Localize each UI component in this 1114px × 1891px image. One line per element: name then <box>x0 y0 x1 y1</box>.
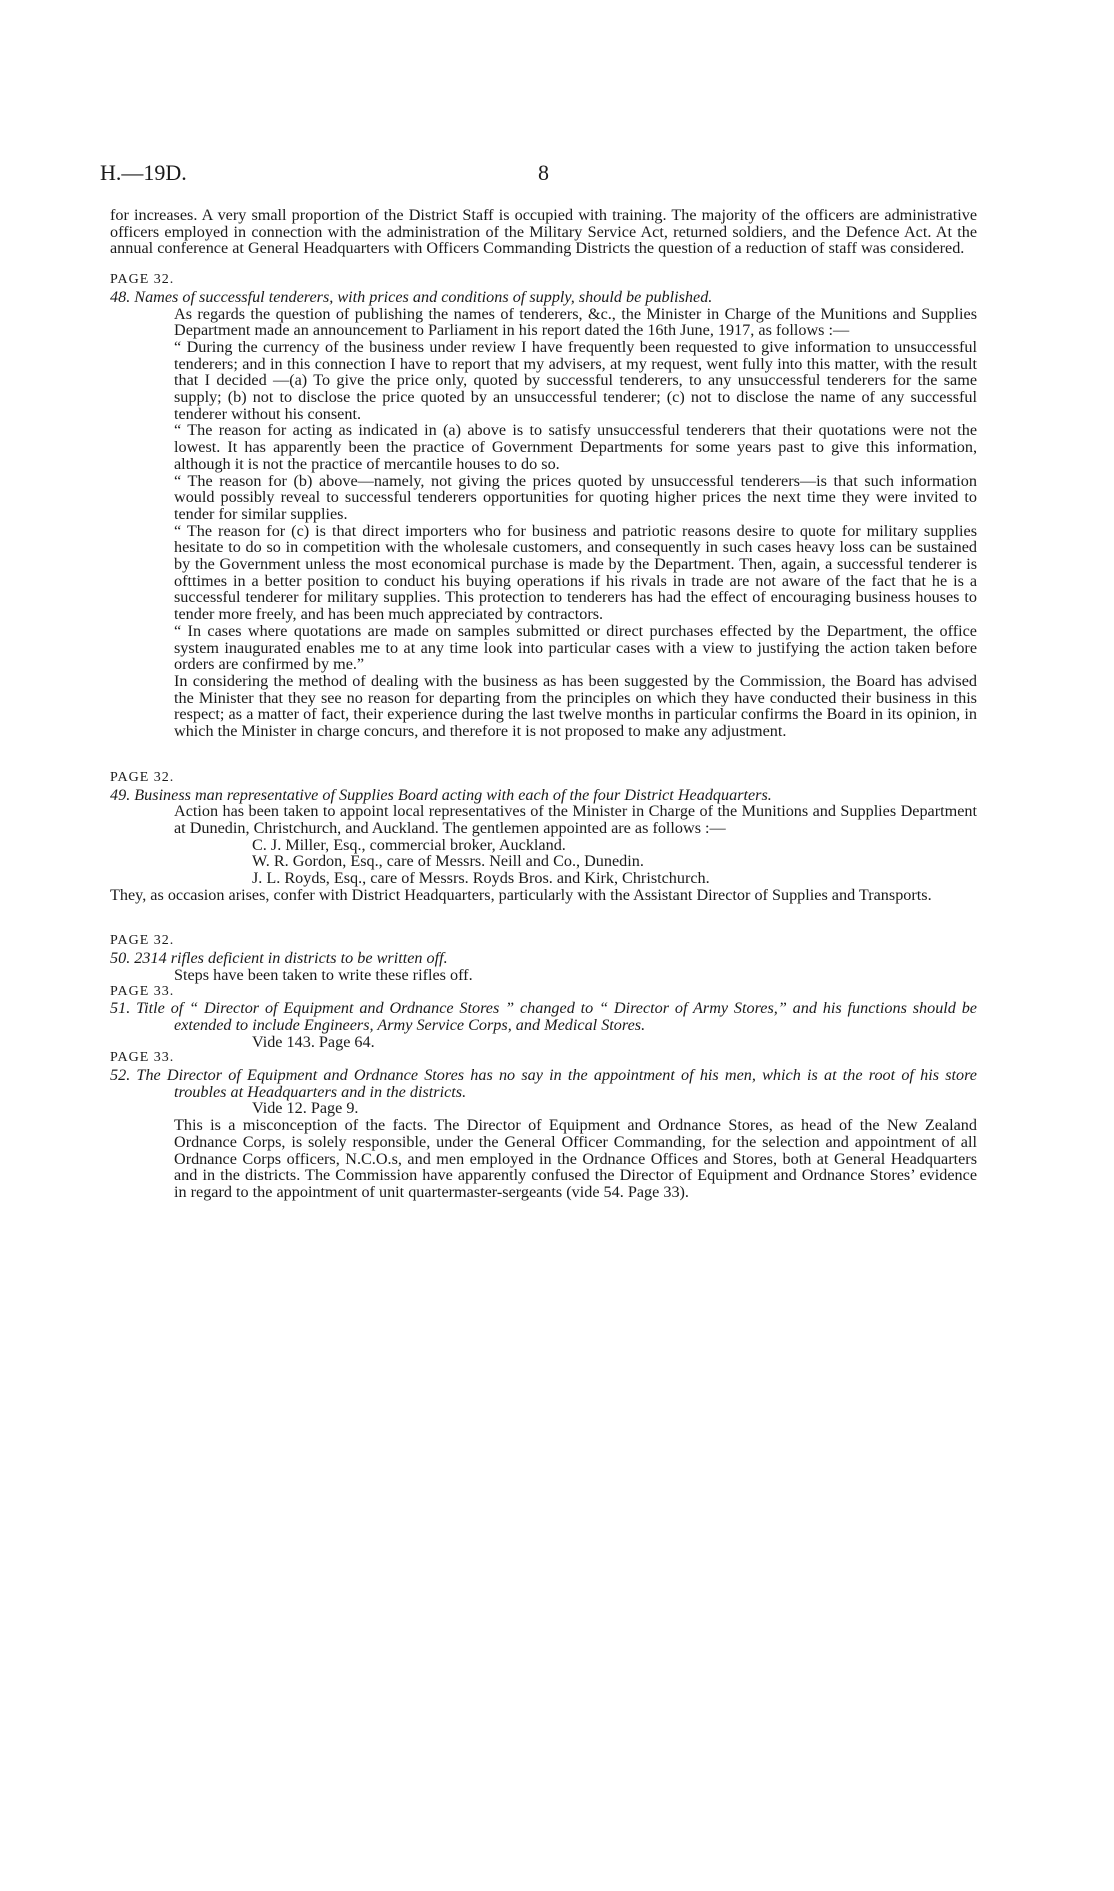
item-heading-48 <box>110 289 977 306</box>
paragraph: This is a misconception of the facts. The Director of Equipment and Ordnance Stores, as head of the New Zealand Ordnance Corps, is solely responsible, under the General Officer Commanding, for the selection and appointment of all Ordnance Corps officers, N.C.O.s, and men employed in the Ordnance Offices and Stores, both at General Headquarters and in the districts. The Commission have apparently confused the Director of Equipment and Ordnance Stores’ evidence in regard to the appointment of unit quartermaster-sergeants (vide 54. Page 33). <box>174 1116 977 1201</box>
page-reference: PAGE 32. <box>110 272 175 288</box>
item-heading-text: 48. Names of successful tenderers, with prices and conditions of supply, should be published. <box>110 287 713 306</box>
page-reference: PAGE 33. <box>110 1050 175 1066</box>
page-reference: PAGE 32. <box>110 769 175 785</box>
document-body <box>110 207 977 1201</box>
appointee-line: J. L. Royds, Esq., care of Messrs. Royds Bros. and Kirk, Christchurch. <box>252 869 710 888</box>
paragraph: They, as occasion arises, confer with District Headquarters, particularly with the Assistant Director of Supplies and Transports. <box>110 885 932 904</box>
item-heading-text: 50. 2314 rifles deficient in districts to be written off. <box>110 949 448 968</box>
quoted-paragraph: “ The reason for acting as indicated in (a) above is to satisfy unsuccessful tenderers that their quotations were not the lowest. It has apparently been the practice of Government Departments for some years past to give this information, although it is not the practice of mercantile houses to do so. <box>174 421 977 473</box>
item-heading-text: 52. The Director of Equipment and Ordnance Stores has no say in the appointment of his men, which is at the root of his store troubles at Headquarters and in the districts. <box>110 1066 977 1101</box>
item-heading-52 <box>110 1067 977 1100</box>
quoted-paragraph: “ The reason for (b) above—namely, not giving the prices quoted by unsuccessful tenderers—is that such information would possibly reveal to successful tenderers opportunities for quoting higher prices the next time they were invited to tender for similar supplies. <box>174 471 977 523</box>
appointee-line: W. R. Gordon, Esq., care of Messrs. Neill and Co., Dunedin. <box>252 852 644 871</box>
page-number: 8 <box>538 160 549 185</box>
page-header <box>100 160 980 190</box>
quoted-paragraph: “ The reason for (c) is that direct importers who for business and patriotic reasons desire to quote for military supplies hesitate to do so in competition with the wholesale customers, and consequently in such cases heavy loss can be sustained by the Government unless the most economical purchase is made by the Department. Then, again, a successful tenderer is ofttimes in a better position to conduct his buying operations if his rivals in trade are not aware of the fact that he is a successful tenderer for military supplies. This protection to tenderers has had the effect of encouraging business houses to tender more freely, and has been much appreciated by contractors. <box>174 521 977 624</box>
quoted-paragraph: “ During the currency of the business under review I have frequently been requested to give information to unsuccessful tenderers; and in this connection I have to report that my advisers, at my request, went fully into this matter, with the result that I decided —(a) To give the price only, quoted by successful tenderers, to any unsuccessful tenderers for the same supply; (b) not to disclose the price quoted by an unsuccessful tenderer; (c) not to disclose the name of any successful tenderer without his consent. <box>174 337 977 423</box>
paragraph: In considering the method of dealing with the business as has been suggested by the Commission, the Board has advised the Minister that they see no reason for departing from the principles on which they have conducted their business in this respect; as a matter of fact, their experience during the last twelve months in particular confirms the Board in its opinion, in which the Minister in charge concurs, and therefore it is not proposed to make any adjustment. <box>174 671 977 741</box>
paragraph: Steps have been taken to write these rifles off. <box>174 965 473 984</box>
page-reference: PAGE 32. <box>110 933 175 949</box>
paragraph: Action has been taken to appoint local representatives of the Minister in Charge of the Munitions and Supplies Department at Dunedin, Christchurch, and Auckland. The gentlemen appointed are as follows :— <box>174 802 977 837</box>
quoted-paragraph: “ In cases where quotations are made on samples submitted or direct purchases effected by the Department, the office system inaugurated enables me to at any time look into particular cases with a view to justifying the action taken before orders are confirmed by me.” <box>174 621 977 674</box>
vide-reference: Vide 12. Page 9. <box>252 1099 359 1118</box>
item-heading-text: 51. Title of “ Director of Equipment and Ordnance Stores ” changed to “ Director of Army Stores,” and his functions should be extended to include Engineers, Army Service Corps, and Medical Stores. <box>110 999 977 1034</box>
paragraph: for increases. A very small proportion of the District Staff is occupied with training. The majority of the officers are administrative officers employed in connection with the administration of the Military Service Act, returned soldiers, and the Defence Act. At the annual conference at General Headquarters with Officers Commanding Districts the question of a reduction of staff was considered. <box>110 206 977 258</box>
page-reference: PAGE 33. <box>110 983 175 999</box>
item-heading-51 <box>110 1000 977 1033</box>
document-code: H.—19D. <box>100 160 187 185</box>
item-heading-text: 49. Business man representative of Supplies Board acting with each of the four District Headquarters. <box>110 785 772 804</box>
vide-reference: Vide 143. Page 64. <box>252 1032 375 1051</box>
item-heading-49 <box>110 787 977 804</box>
paragraph: As regards the question of publishing the names of tenderers, &c., the Minister in Charge of the Munitions and Supplies Department made an announcement to Parliament in his report dated the 16th June, 1917, as follows :— <box>174 304 977 340</box>
item-heading-50 <box>110 950 977 967</box>
appointee-line: C. J. Miller, Esq., commercial broker, Auckland. <box>252 835 566 854</box>
